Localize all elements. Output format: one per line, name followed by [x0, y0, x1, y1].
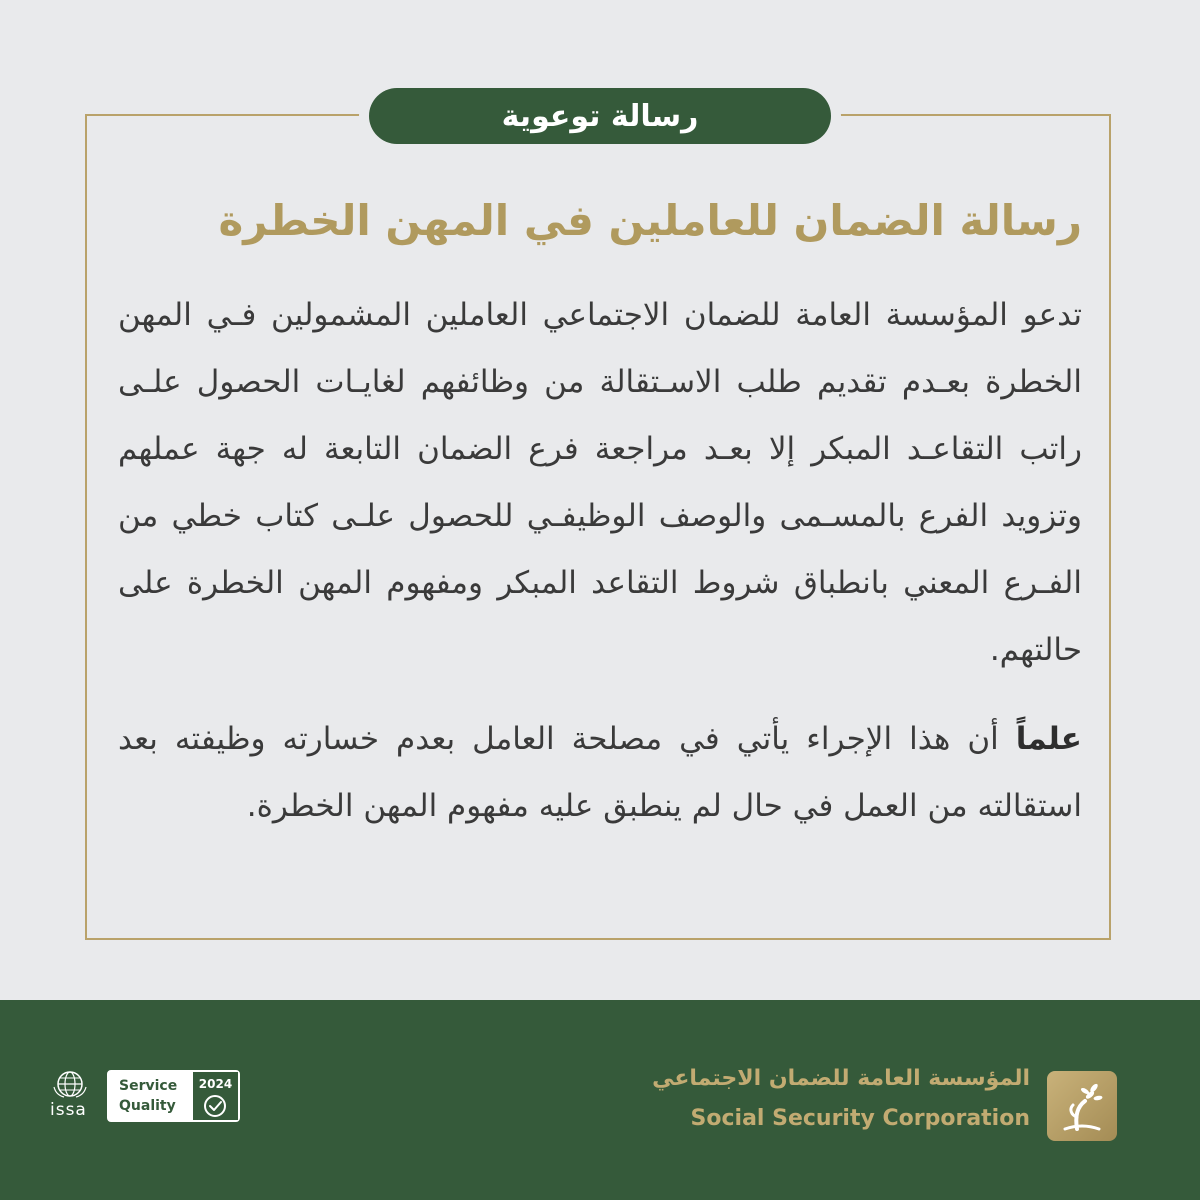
- header-badge-label: رسالة توعوية: [501, 98, 699, 134]
- body-paragraph-1: تدعو المؤسسة العامة للضمان الاجتماعي العاملين المشمولين فـي المهن الخطرة بعـدم تقديم طلب الاسـتقالة من وظائفهم لغايـات الحصول علـى راتب التقاعـد المبكر إلا بعـد مراجعة فرع الضمان التابعة له جهة عملهم وتزويد الفرع بالمسـمى والوصف الوظيفـي للحصول علـى كتاب خطي من الفـرع المعني بانطباق شروط التقاعد المبكر ومفهوم المهن الخطرة على حالتهم.: [118, 297, 1082, 668]
- paragraph-2-lead: علماً: [1015, 721, 1082, 757]
- check-circle-icon: [203, 1094, 227, 1118]
- issa-label: issa: [50, 1100, 87, 1120]
- paragraph-2-rest: أن هذا الإجراء يأتي في مصلحة العامل بعدم خسارته وظيفته بعد استقالته من العمل في حال لم ينطبق عليه مفهوم المهن الخطرة.: [118, 721, 1082, 824]
- ssc-tree-logo-icon: [1047, 1071, 1117, 1141]
- issa-globe-icon: [50, 1069, 90, 1099]
- service-quality-line-2: Quality: [119, 1098, 176, 1114]
- org-name-english: Social Security Corporation: [690, 1106, 1030, 1131]
- service-quality-line-1: Service: [119, 1078, 178, 1094]
- header-badge: [369, 88, 831, 144]
- org-name-arabic: المؤسسة العامة للضمان الاجتماعي: [652, 1066, 1030, 1091]
- service-quality-year: 2024: [198, 1077, 233, 1091]
- page-title: رسالة الضمان للعاملين في المهن الخطرة: [218, 196, 1082, 245]
- body-paragraph-2: [118, 706, 1082, 840]
- service-quality-badge: [107, 1070, 240, 1122]
